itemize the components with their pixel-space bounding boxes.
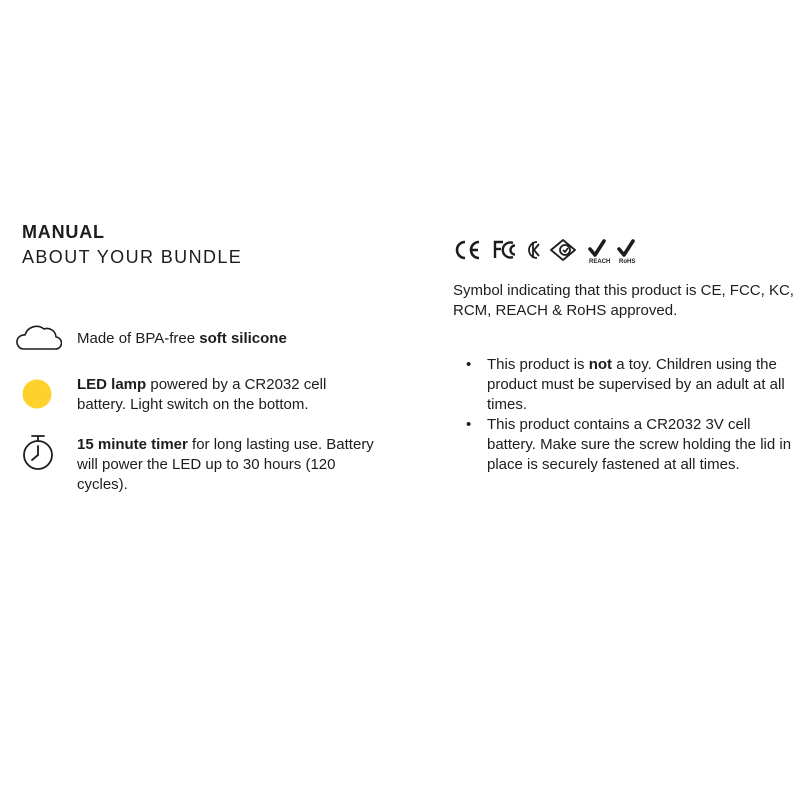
reach-label: REACH	[589, 259, 611, 265]
certification-description: Symbol indicating that this product is CE, FCC, KC, RCM, REACH & RoHS approved.	[453, 282, 794, 319]
list-item: • This product contains a CR2032 3V cell battery. Make sure the screw holding the lid in place is securely fastened at all times.	[466, 416, 792, 473]
page-title: MANUAL	[22, 222, 105, 242]
list-item: • This product is not a toy. Children using the product must be supervised by an adult at all times.	[466, 356, 785, 413]
certification-marks	[453, 236, 653, 268]
cloud-icon	[16, 322, 62, 357]
feature-text: 15 minute timer for long lasting use. Battery will power the LED up to 30 hours (120 cycles).	[77, 436, 374, 493]
ce-mark-icon	[457, 242, 479, 258]
yellow-dot-icon	[22, 379, 52, 414]
bullet-icon: •	[466, 356, 472, 373]
rohs-mark-icon	[619, 241, 635, 265]
rohs-label: RoHS	[619, 259, 636, 265]
bullet-icon: •	[466, 416, 472, 433]
kc-mark-icon	[529, 242, 539, 258]
feature-text: LED lamp powered by a CR2032 cell battery. Light switch on the bottom.	[77, 376, 327, 413]
rcm-mark-icon	[551, 240, 575, 260]
feature-text: Made of BPA-free soft silicone	[77, 330, 287, 347]
fcc-mark-icon	[495, 242, 515, 258]
warning-list	[466, 355, 796, 475]
page-subtitle: ABOUT YOUR BUNDLE	[22, 247, 243, 267]
stopwatch-icon	[20, 434, 56, 479]
reach-mark-icon	[589, 241, 610, 265]
